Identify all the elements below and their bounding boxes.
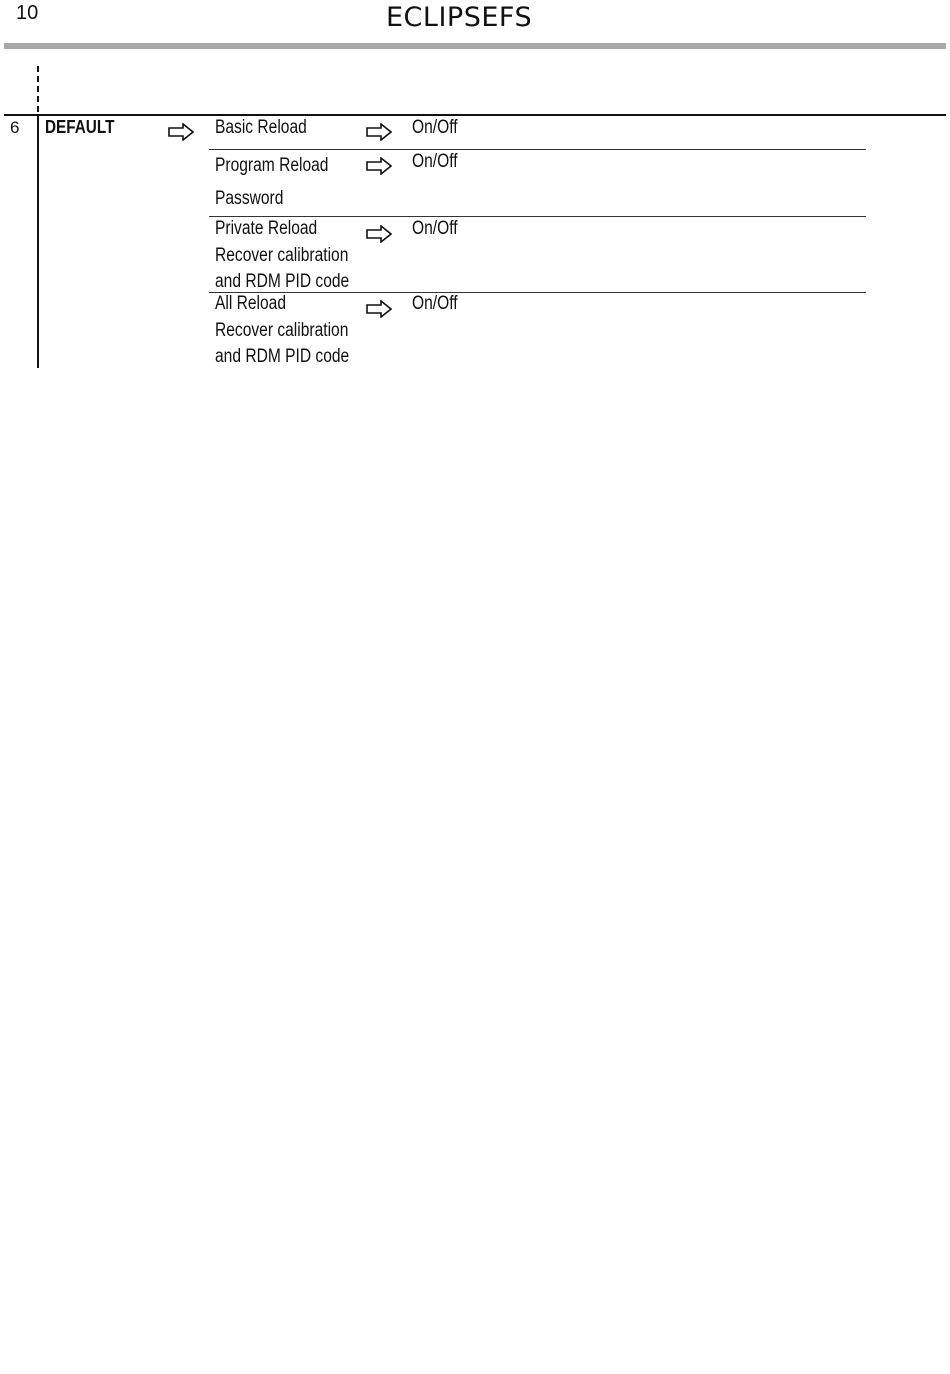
right-arrow-icon bbox=[366, 157, 392, 175]
item-line: All Reload bbox=[215, 293, 287, 314]
item-line: Password bbox=[215, 188, 284, 209]
header-rule bbox=[4, 43, 946, 49]
menu-label: DEFAULT bbox=[45, 117, 115, 137]
right-arrow-icon bbox=[366, 300, 392, 318]
item-line: and RDM PID code bbox=[215, 346, 350, 367]
item-value: On/Off bbox=[412, 151, 458, 172]
item-line: Basic Reload bbox=[215, 117, 307, 138]
menu-vertical-line bbox=[37, 116, 39, 368]
menu-number: 6 bbox=[10, 118, 20, 137]
list-item-all-reload bbox=[215, 291, 349, 371]
item-line: and RDM PID code bbox=[215, 271, 350, 292]
list-item-program-reload bbox=[215, 149, 328, 215]
list-item-private-reload bbox=[215, 216, 349, 296]
item-value: On/Off bbox=[412, 218, 458, 239]
page-number: 10 bbox=[16, 2, 39, 24]
item-line: Recover calibration bbox=[215, 244, 349, 266]
right-arrow-icon bbox=[366, 123, 392, 141]
item-value: On/Off bbox=[412, 293, 458, 314]
brand-logo: ECLIPSEFS bbox=[386, 2, 533, 33]
list-item-basic-reload bbox=[215, 115, 307, 142]
right-arrow-icon bbox=[168, 123, 194, 141]
continuation-dash-line bbox=[37, 66, 39, 112]
right-arrow-icon bbox=[366, 225, 392, 243]
item-value: On/Off bbox=[412, 117, 458, 138]
item-line: Program Reload bbox=[215, 155, 329, 176]
item-line: Private Reload bbox=[215, 218, 318, 239]
table-top-rule bbox=[4, 114, 946, 116]
item-line: Recover calibration bbox=[215, 319, 349, 341]
